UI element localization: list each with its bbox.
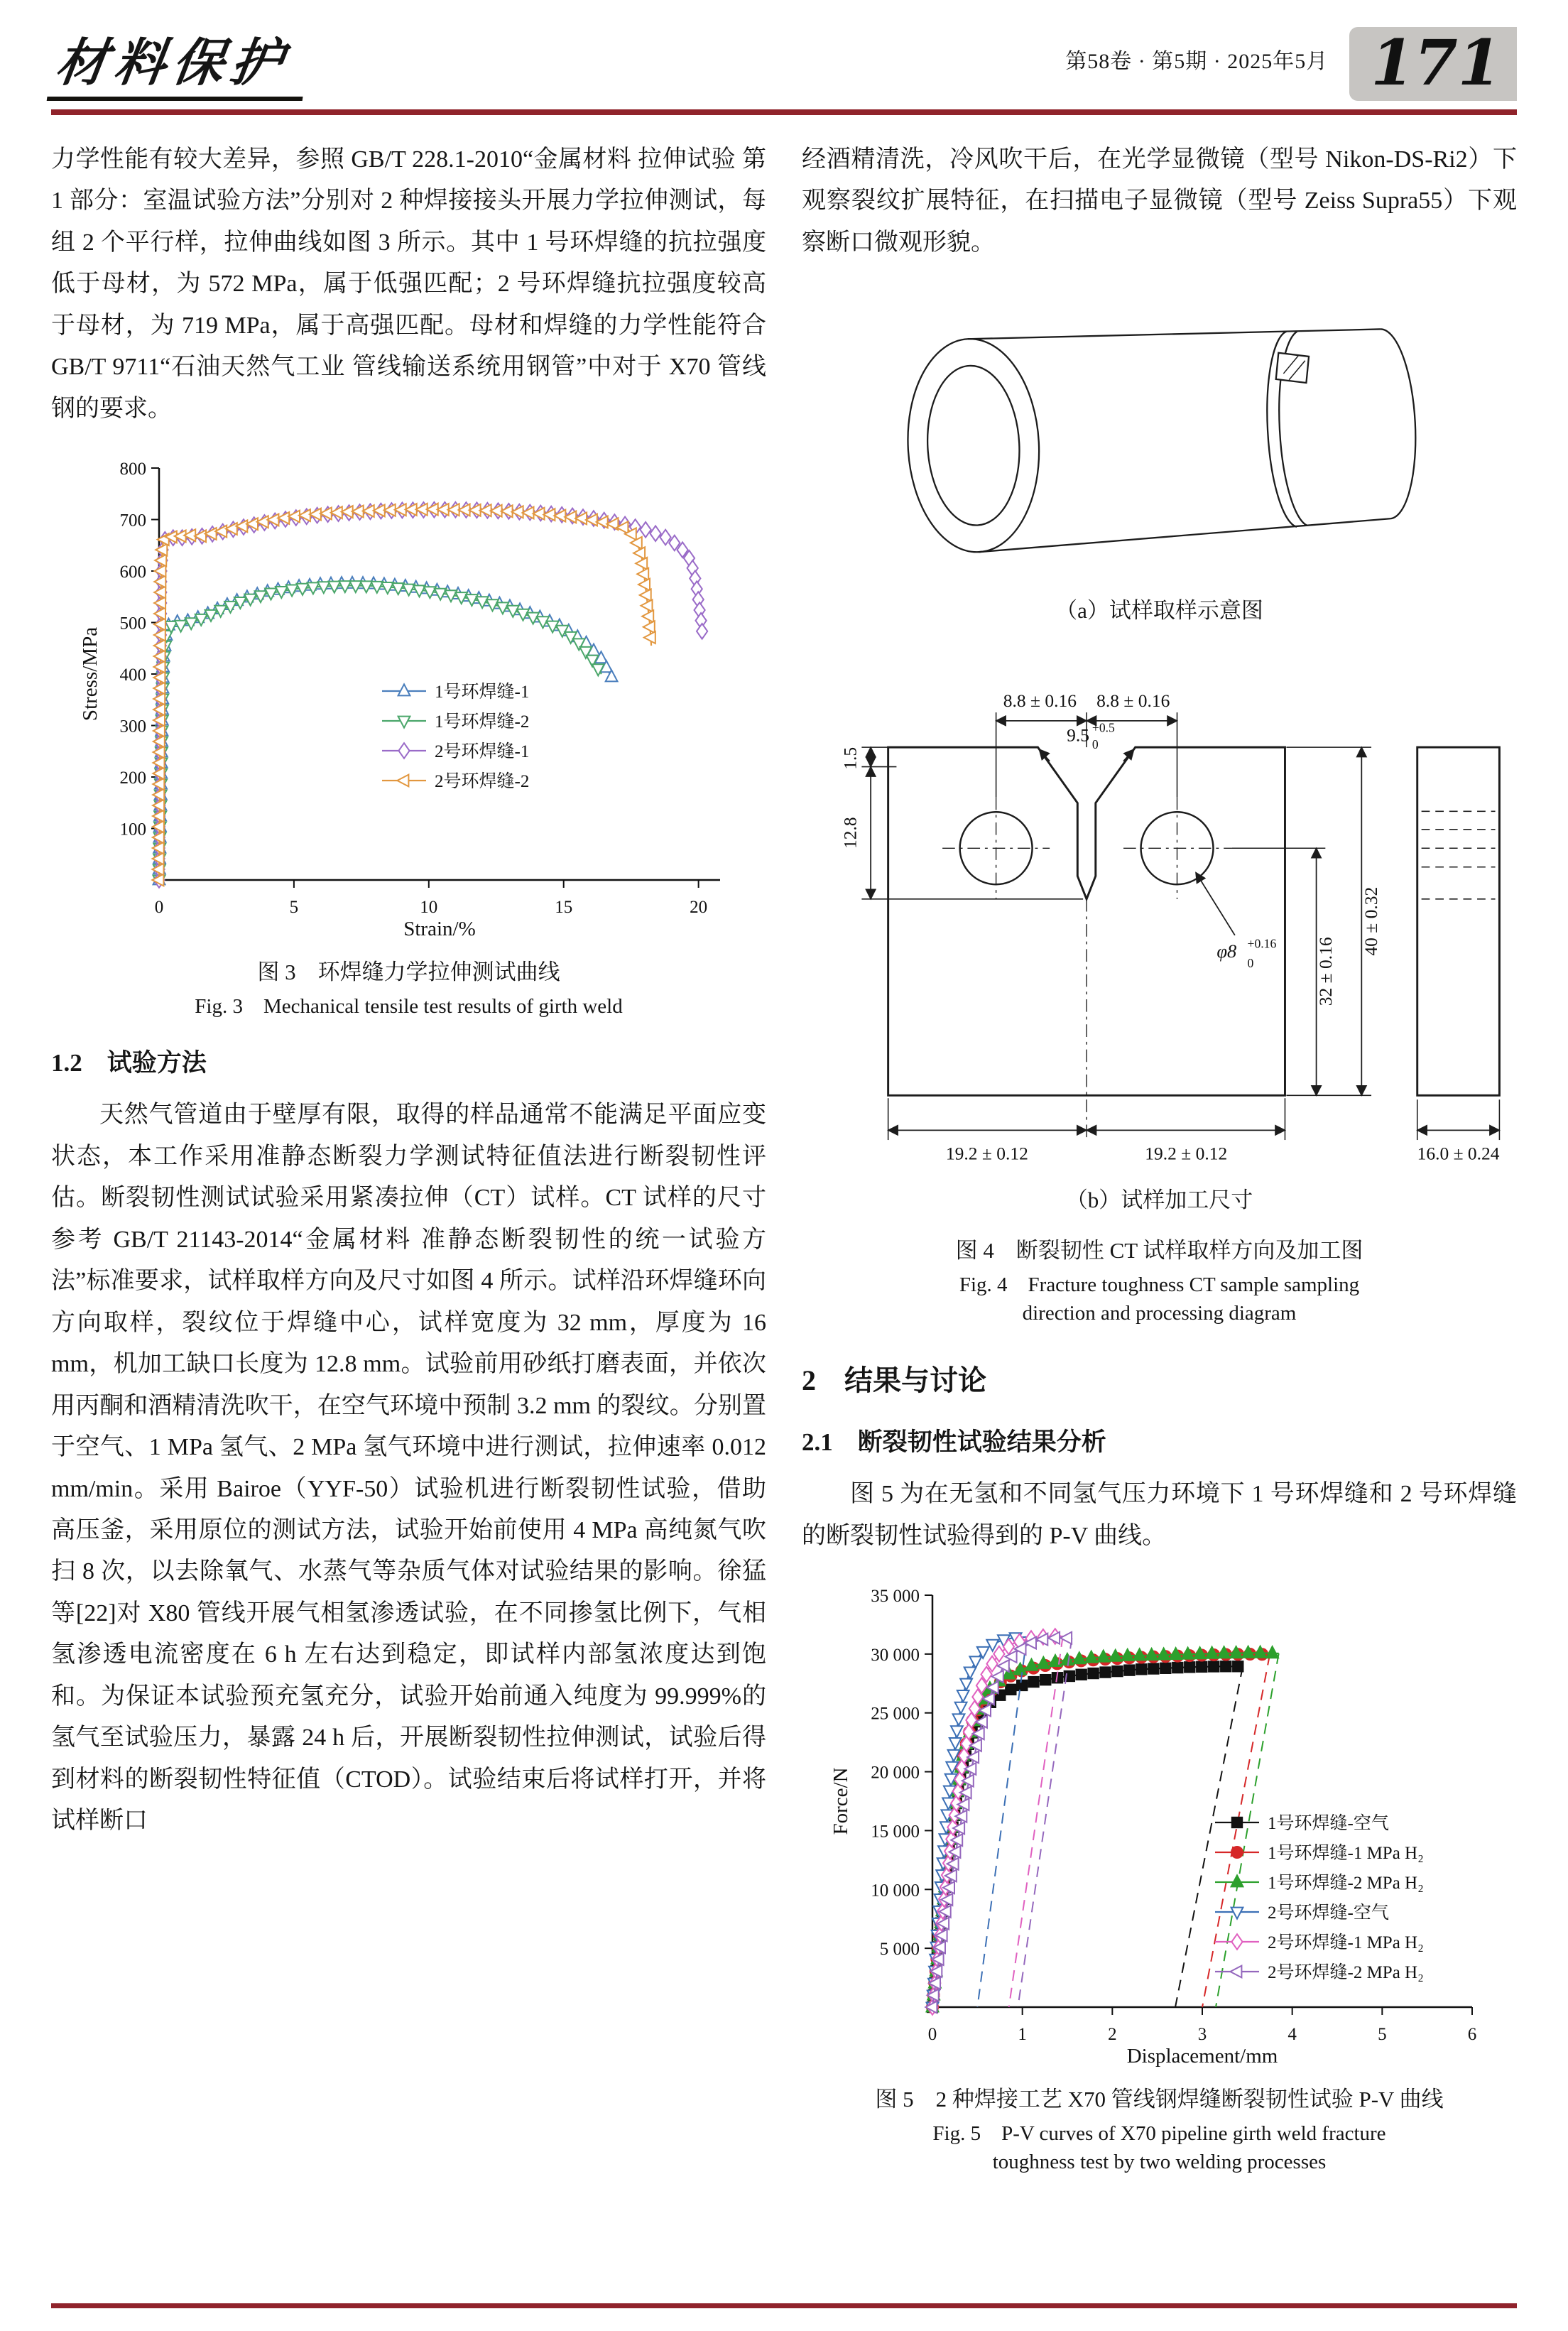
page-header xyxy=(51,27,1517,101)
svg-text:2号环焊缝-2: 2号环焊缝-2 xyxy=(434,772,529,792)
svg-text:5: 5 xyxy=(289,898,298,918)
columns xyxy=(51,139,1517,2188)
svg-text:2号环焊缝-空气: 2号环焊缝-空气 xyxy=(1267,1903,1389,1923)
figure5-chart xyxy=(826,1575,1493,2072)
column-left xyxy=(51,139,766,2188)
microscope-paragraph: 经酒精清洗，冷风吹干后，在光学显微镜（型号 Nikon-DS-Ri2）下观察裂纹扩展特征，在扫描电子显微镜（型号 Zeiss Supra55）下观察断口微观形貌。 xyxy=(802,146,1517,256)
journal-logo: 材料保护 xyxy=(47,37,312,101)
figure4-caption-zh: 图 4 断裂韧性 CT 试样取样方向及加工图 xyxy=(955,1238,1363,1264)
dim-height-inner: 32 ± 0.16 xyxy=(1314,937,1336,1006)
ct-side-view xyxy=(1417,748,1499,1096)
svg-text:400: 400 xyxy=(119,665,146,685)
dim-slot-width: 9.5 xyxy=(1066,724,1089,746)
footer-rule xyxy=(51,2303,1517,2308)
svg-text:10 000: 10 000 xyxy=(870,1881,920,1901)
dim-top-left: 8.8 ± 0.16 xyxy=(1003,690,1077,712)
dim-hole: φ8 xyxy=(1216,940,1236,962)
svg-text:35 000: 35 000 xyxy=(870,1587,920,1607)
figure3 xyxy=(51,448,766,1019)
ct-specimen-drawing xyxy=(805,643,1515,1179)
svg-text:20: 20 xyxy=(689,898,707,918)
svg-text:0: 0 xyxy=(154,898,163,918)
figure3-chart xyxy=(75,448,743,945)
results-paragraph: 图 5 为在无氢和不同氢气压力环境下 1 号环焊缝和 2 号环焊缝的断裂韧性试验得到的 P-V 曲线。 xyxy=(802,1481,1517,1549)
figure4b-label: （b）试样加工尺寸 xyxy=(1065,1188,1253,1213)
figure4a-label: （a）试样取样示意图 xyxy=(1055,598,1263,624)
figure5 xyxy=(802,1575,1517,2174)
section-2-heading: 2 结果与讨论 xyxy=(802,1364,986,1397)
section-2-1-heading: 2.1 断裂韧性试验结果分析 xyxy=(802,1428,1106,1457)
sample-location-marker xyxy=(1274,352,1310,385)
svg-text:500: 500 xyxy=(119,614,146,634)
figure4-caption-en-line2: direction and processing diagram xyxy=(1022,1302,1297,1325)
svg-text:30 000: 30 000 xyxy=(870,1646,920,1666)
dim-slot-tol-up: +0.5 xyxy=(1091,720,1115,735)
svg-text:2号环焊缝-1 MPa H₂: 2号环焊缝-1 MPa H₂ xyxy=(1267,1933,1424,1953)
svg-text:Strain/%: Strain/% xyxy=(403,918,476,941)
svg-text:Stress/MPa: Stress/MPa xyxy=(78,627,102,722)
svg-text:1号环焊缝-1: 1号环焊缝-1 xyxy=(434,683,529,702)
intro-paragraph: 力学性能有较大差异，参照 GB/T 228.1-2010“金属材料 拉伸试验 第 1 部分：室温试验方法”分别对 2 种焊接接头开展力学拉伸测试，每组 2 个平行样，拉伸曲线如图 3 所示。其中 1 号环焊缝的抗拉强度低于母材，为 572 MPa，属于低强匹配；2 号环焊缝抗拉强度较高于母材，为 719 MPa，属于高强匹配。母材和焊缝的力学性能符合 GB/T 9711“石油天然气工业 管线输送系统用钢管”中对于 X70 管线钢的要求。 xyxy=(51,146,766,422)
figure5-caption-en-line1: Fig. 5 P-V curves of X70 pipeline girth weld fracture xyxy=(932,2122,1386,2146)
svg-text:25 000: 25 000 xyxy=(870,1705,920,1724)
dim-top-right: 8.8 ± 0.16 xyxy=(1096,690,1170,712)
svg-text:5: 5 xyxy=(1377,2025,1387,2045)
svg-text:20 000: 20 000 xyxy=(870,1763,920,1783)
svg-text:1号环焊缝-空气: 1号环焊缝-空气 xyxy=(1267,1814,1389,1834)
section-1-2-heading: 1.2 试验方法 xyxy=(51,1049,207,1077)
svg-text:15: 15 xyxy=(554,898,572,918)
figure5-caption-en-line2: toughness test by two welding processes xyxy=(992,2151,1327,2174)
svg-text:2号环焊缝-2 MPa H₂: 2号环焊缝-2 MPa H₂ xyxy=(1267,1963,1424,1983)
dim-thickness: 16.0 ± 0.24 xyxy=(1417,1143,1500,1164)
figure5-caption-zh: 图 5 2 种焊接工艺 X70 管线钢焊缝断裂韧性试验 P-V 曲线 xyxy=(875,2087,1444,2112)
svg-text:0: 0 xyxy=(927,2025,937,2045)
svg-text:1号环焊缝-2: 1号环焊缝-2 xyxy=(434,712,529,732)
svg-text:1号环焊缝-2 MPa H₂: 1号环焊缝-2 MPa H₂ xyxy=(1267,1874,1424,1893)
dim-hole-tol-up: +0.16 xyxy=(1247,936,1276,951)
figure4b xyxy=(802,643,1517,1325)
svg-text:1: 1 xyxy=(1017,2025,1027,2045)
svg-text:200: 200 xyxy=(119,768,146,788)
figure4-caption-en-line1: Fig. 4 Fracture toughness CT sample sampling xyxy=(959,1273,1360,1297)
svg-text:2号环焊缝-1: 2号环焊缝-1 xyxy=(434,742,529,762)
svg-text:800: 800 xyxy=(119,460,146,479)
dim-edge: 1.5 xyxy=(839,747,861,771)
dim-slot-tol-down: 0 xyxy=(1091,737,1099,752)
svg-text:6: 6 xyxy=(1467,2025,1476,2045)
svg-text:300: 300 xyxy=(119,717,146,737)
figure3-caption-en: Fig. 3 Mechanical tensile test results of girth weld xyxy=(195,995,623,1018)
dim-hole-tol-down: 0 xyxy=(1247,956,1253,971)
methods-paragraph: 天然气管道由于壁厚有限，取得的样品通常不能满足平面应变状态，本工作采用准静态断裂力学测试特征值法进行断裂韧性评估。断裂韧性测试试验采用紧凑拉伸（CT）试样。CT 试样的尺寸参考 GB/T 21143-2014“金属材料 准静态断裂韧性的统一试验方法”标准要求，试样取样方向及尺寸如图 4 所示。试样沿环焊缝环向方向取样，裂纹位于焊缝中心，试样宽度为 32 mm，厚度为 16 mm，机加工缺口长度为 12.8 mm。试验前用砂纸打磨表面，并依次用丙酮和酒精清洗吹干，在空气环境中预制 3.2 mm 的裂纹。分别置于空气、1 MPa 氢气、2 MPa 氢气环境中进行测试，拉伸速率 0.012 mm/min。采用 Bairoe（YYF-50）试验机进行断裂韧性试验，借助高压釜，采用原位的测试方法，试验开始前使用 4 MPa 高纯氮气吹扫 8 次，以去除氧气、水蒸气等杂质气体对试验结果的影响。徐猛等[22]对 X80 管线开展气相氢渗透试验，在不同掺氢比例下，气相氢渗透电流密度在 6 h 左右达到稳定，即试样内部氢浓度达到饱和。为保证本试验预充氢充分，试验开始前通入纯度为 99.999%的氢气至试验压力，暴露 24 h 后，开展断裂韧性拉伸测试，试验后得到材料的断裂韧性特征值（CTOD）。试验结束后将试样打开，并将试样断口 xyxy=(51,1102,766,1835)
svg-text:3: 3 xyxy=(1197,2025,1207,2045)
svg-text:100: 100 xyxy=(119,820,146,840)
dim-notch: 12.8 xyxy=(839,817,861,849)
page-number: 171 xyxy=(1349,27,1517,101)
pipe-drawing xyxy=(865,282,1454,589)
svg-text:5 000: 5 000 xyxy=(879,1940,920,1960)
dim-bottom-right: 19.2 ± 0.12 xyxy=(1144,1143,1227,1164)
svg-text:2: 2 xyxy=(1107,2025,1117,2045)
svg-text:Force/N: Force/N xyxy=(829,1767,852,1835)
header-rule xyxy=(51,109,1517,115)
svg-text:700: 700 xyxy=(119,511,146,531)
svg-text:1号环焊缝-1 MPa H₂: 1号环焊缝-1 MPa H₂ xyxy=(1267,1844,1424,1864)
svg-text:Displacement/mm: Displacement/mm xyxy=(1126,2045,1278,2068)
dim-height-outer: 40 ± 0.32 xyxy=(1360,887,1381,957)
figure4a xyxy=(802,282,1517,624)
svg-text:10: 10 xyxy=(419,898,437,918)
svg-text:15 000: 15 000 xyxy=(870,1822,920,1842)
svg-text:600: 600 xyxy=(119,563,146,582)
dim-bottom-left: 19.2 ± 0.12 xyxy=(945,1143,1028,1164)
svg-text:4: 4 xyxy=(1287,2025,1297,2045)
header-right xyxy=(1065,27,1517,101)
figure3-caption-zh: 图 3 环焊缝力学拉伸测试曲线 xyxy=(257,960,560,985)
column-right xyxy=(802,139,1517,2188)
issue-info: 第58卷 · 第5期 · 2025年5月 xyxy=(1065,50,1329,73)
